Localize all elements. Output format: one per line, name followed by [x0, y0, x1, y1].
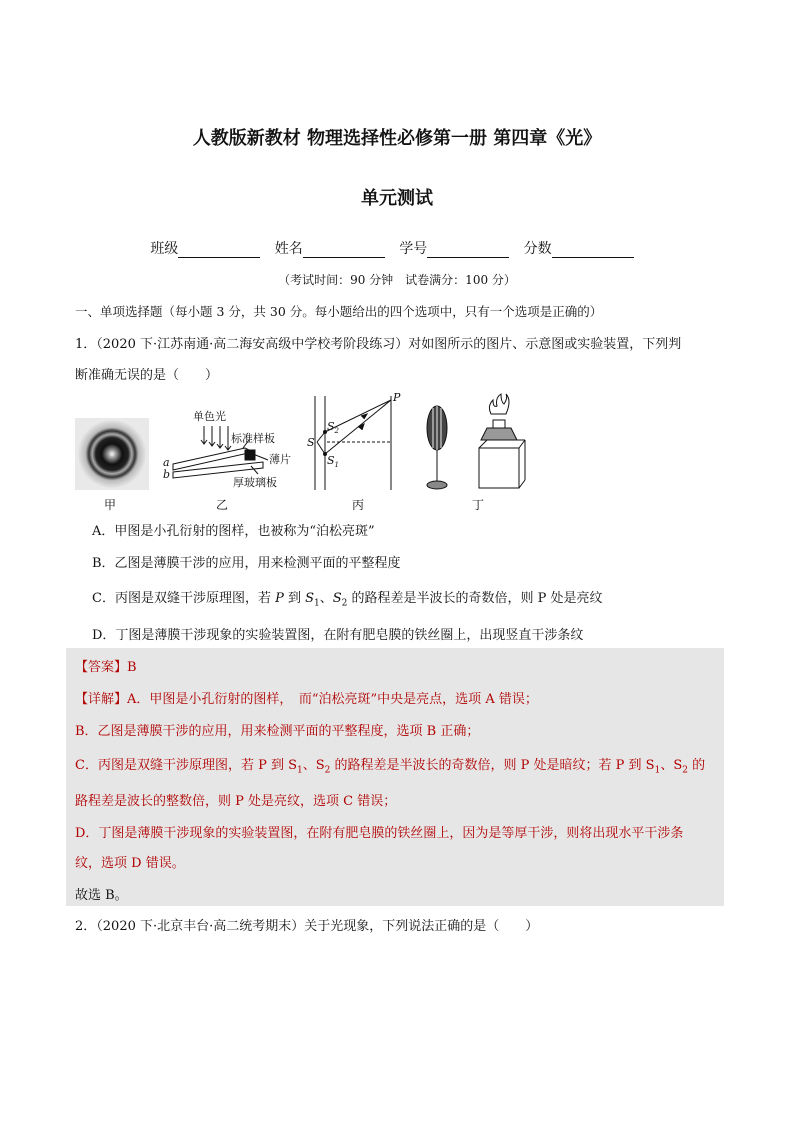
page-title: 人教版新教材 物理选择性必修第一册 第四章《光》 [192, 128, 602, 149]
name-label: 姓名 [274, 241, 303, 257]
label-S: S [307, 436, 315, 449]
option-b[interactable]: B．乙图是薄膜干涉的应用，用来检测平面的平整程度 [92, 556, 401, 571]
explanation-line-4: 路程差是波长的整数倍，则 P 处是亮纹，选项 C 错误； [75, 794, 397, 809]
question-1-figure [73, 392, 533, 514]
label-standard-plate: 标准样板 [231, 432, 275, 445]
caption-ding: 丁 [472, 498, 485, 512]
score-blank[interactable] [552, 243, 634, 258]
class-blank[interactable] [178, 243, 260, 258]
label-thin-sheet: 薄片 [269, 453, 291, 466]
label-b: b [163, 468, 171, 481]
caption-yi: 乙 [216, 498, 229, 512]
conclusion-line: 故选 B。 [75, 888, 128, 903]
question-2-stem: 2．（2020 下·北京丰台·高二统考期末）关于光现象，下列说法正确的是（ ） [75, 919, 539, 934]
label-a: a [163, 456, 170, 469]
explanation-line-1: 【详解】A．甲图是小孔衍射的图样， 而“泊松亮斑”中央是亮点，选项 A 错误； [75, 692, 538, 707]
label-thick-glass: 厚玻璃板 [233, 476, 277, 489]
score-label: 分数 [523, 241, 552, 257]
id-blank[interactable] [427, 243, 509, 258]
option-a[interactable]: A．甲图是小孔衍射的图样，也被称为“泊松亮斑” [92, 524, 375, 539]
page-subtitle: 单元测试 [361, 188, 433, 209]
answer-label: 【答案】B [75, 660, 137, 675]
question-1-stem-line1: 1．（2020 下·江苏南通·高二海安高级中学校考阶段练习）对如图所示的图片、示意图或实验装置，下列判 [75, 337, 682, 352]
label-S2: $S_2$ [327, 420, 340, 435]
figure-jia-diffraction-pattern [75, 418, 149, 490]
figure-bing-double-slit [315, 396, 391, 490]
figure-ding-soap-film-ring [427, 406, 447, 489]
option-c[interactable]: C．丙图是双缝干涉原理图，若 P 到 $S_1$、$S_2$ 的路程差是半波长的奇数倍，则 P 处是亮纹 [92, 591, 603, 609]
explanation-line-3: C．丙图是双缝干涉原理图，若 P 到 $S_1$、$S_2$ 的路程差是半波长的奇数倍，则 P 处是暗纹；若 P 到 $S_1$、$S_2$ 的 [75, 758, 706, 776]
caption-jia: 甲 [104, 498, 117, 512]
explanation-line-6: 纹，选项 D 错误。 [75, 856, 185, 871]
explanation-line-2: B．乙图是薄膜干涉的应用，用来检测平面的平整程度，选项 B 正确； [75, 724, 480, 739]
id-label: 学号 [399, 241, 428, 257]
caption-bing: 丙 [352, 498, 365, 512]
exam-note: （考试时间：90 分钟 试卷满分：100 分） [278, 273, 516, 287]
explanation-line-5: D．丁图是薄膜干涉现象的实验装置图，在附有肥皂膜的铁丝圈上，因为是等厚干涉，则将出现水平干涉条 [75, 826, 684, 841]
option-d[interactable]: D．丁图是薄膜干涉现象的实验装置图，在附有肥皂膜的铁丝圈上，出现竖直干涉条纹 [92, 628, 584, 643]
label-P: P [393, 392, 401, 404]
class-label: 班级 [150, 241, 179, 257]
label-mono-light: 单色光 [193, 410, 226, 423]
section-heading: 一、单项选择题（每小题 3 分，共 30 分。每小题给出的四个选项中，只有一个选项是正确的） [75, 304, 603, 319]
figure-ding-burner [479, 394, 525, 488]
student-info-row [0, 238, 794, 258]
label-S1: $S_1$ [327, 454, 340, 469]
name-blank[interactable] [303, 243, 385, 258]
question-1-stem-line2: 断准确无误的是（ ） [75, 368, 219, 383]
